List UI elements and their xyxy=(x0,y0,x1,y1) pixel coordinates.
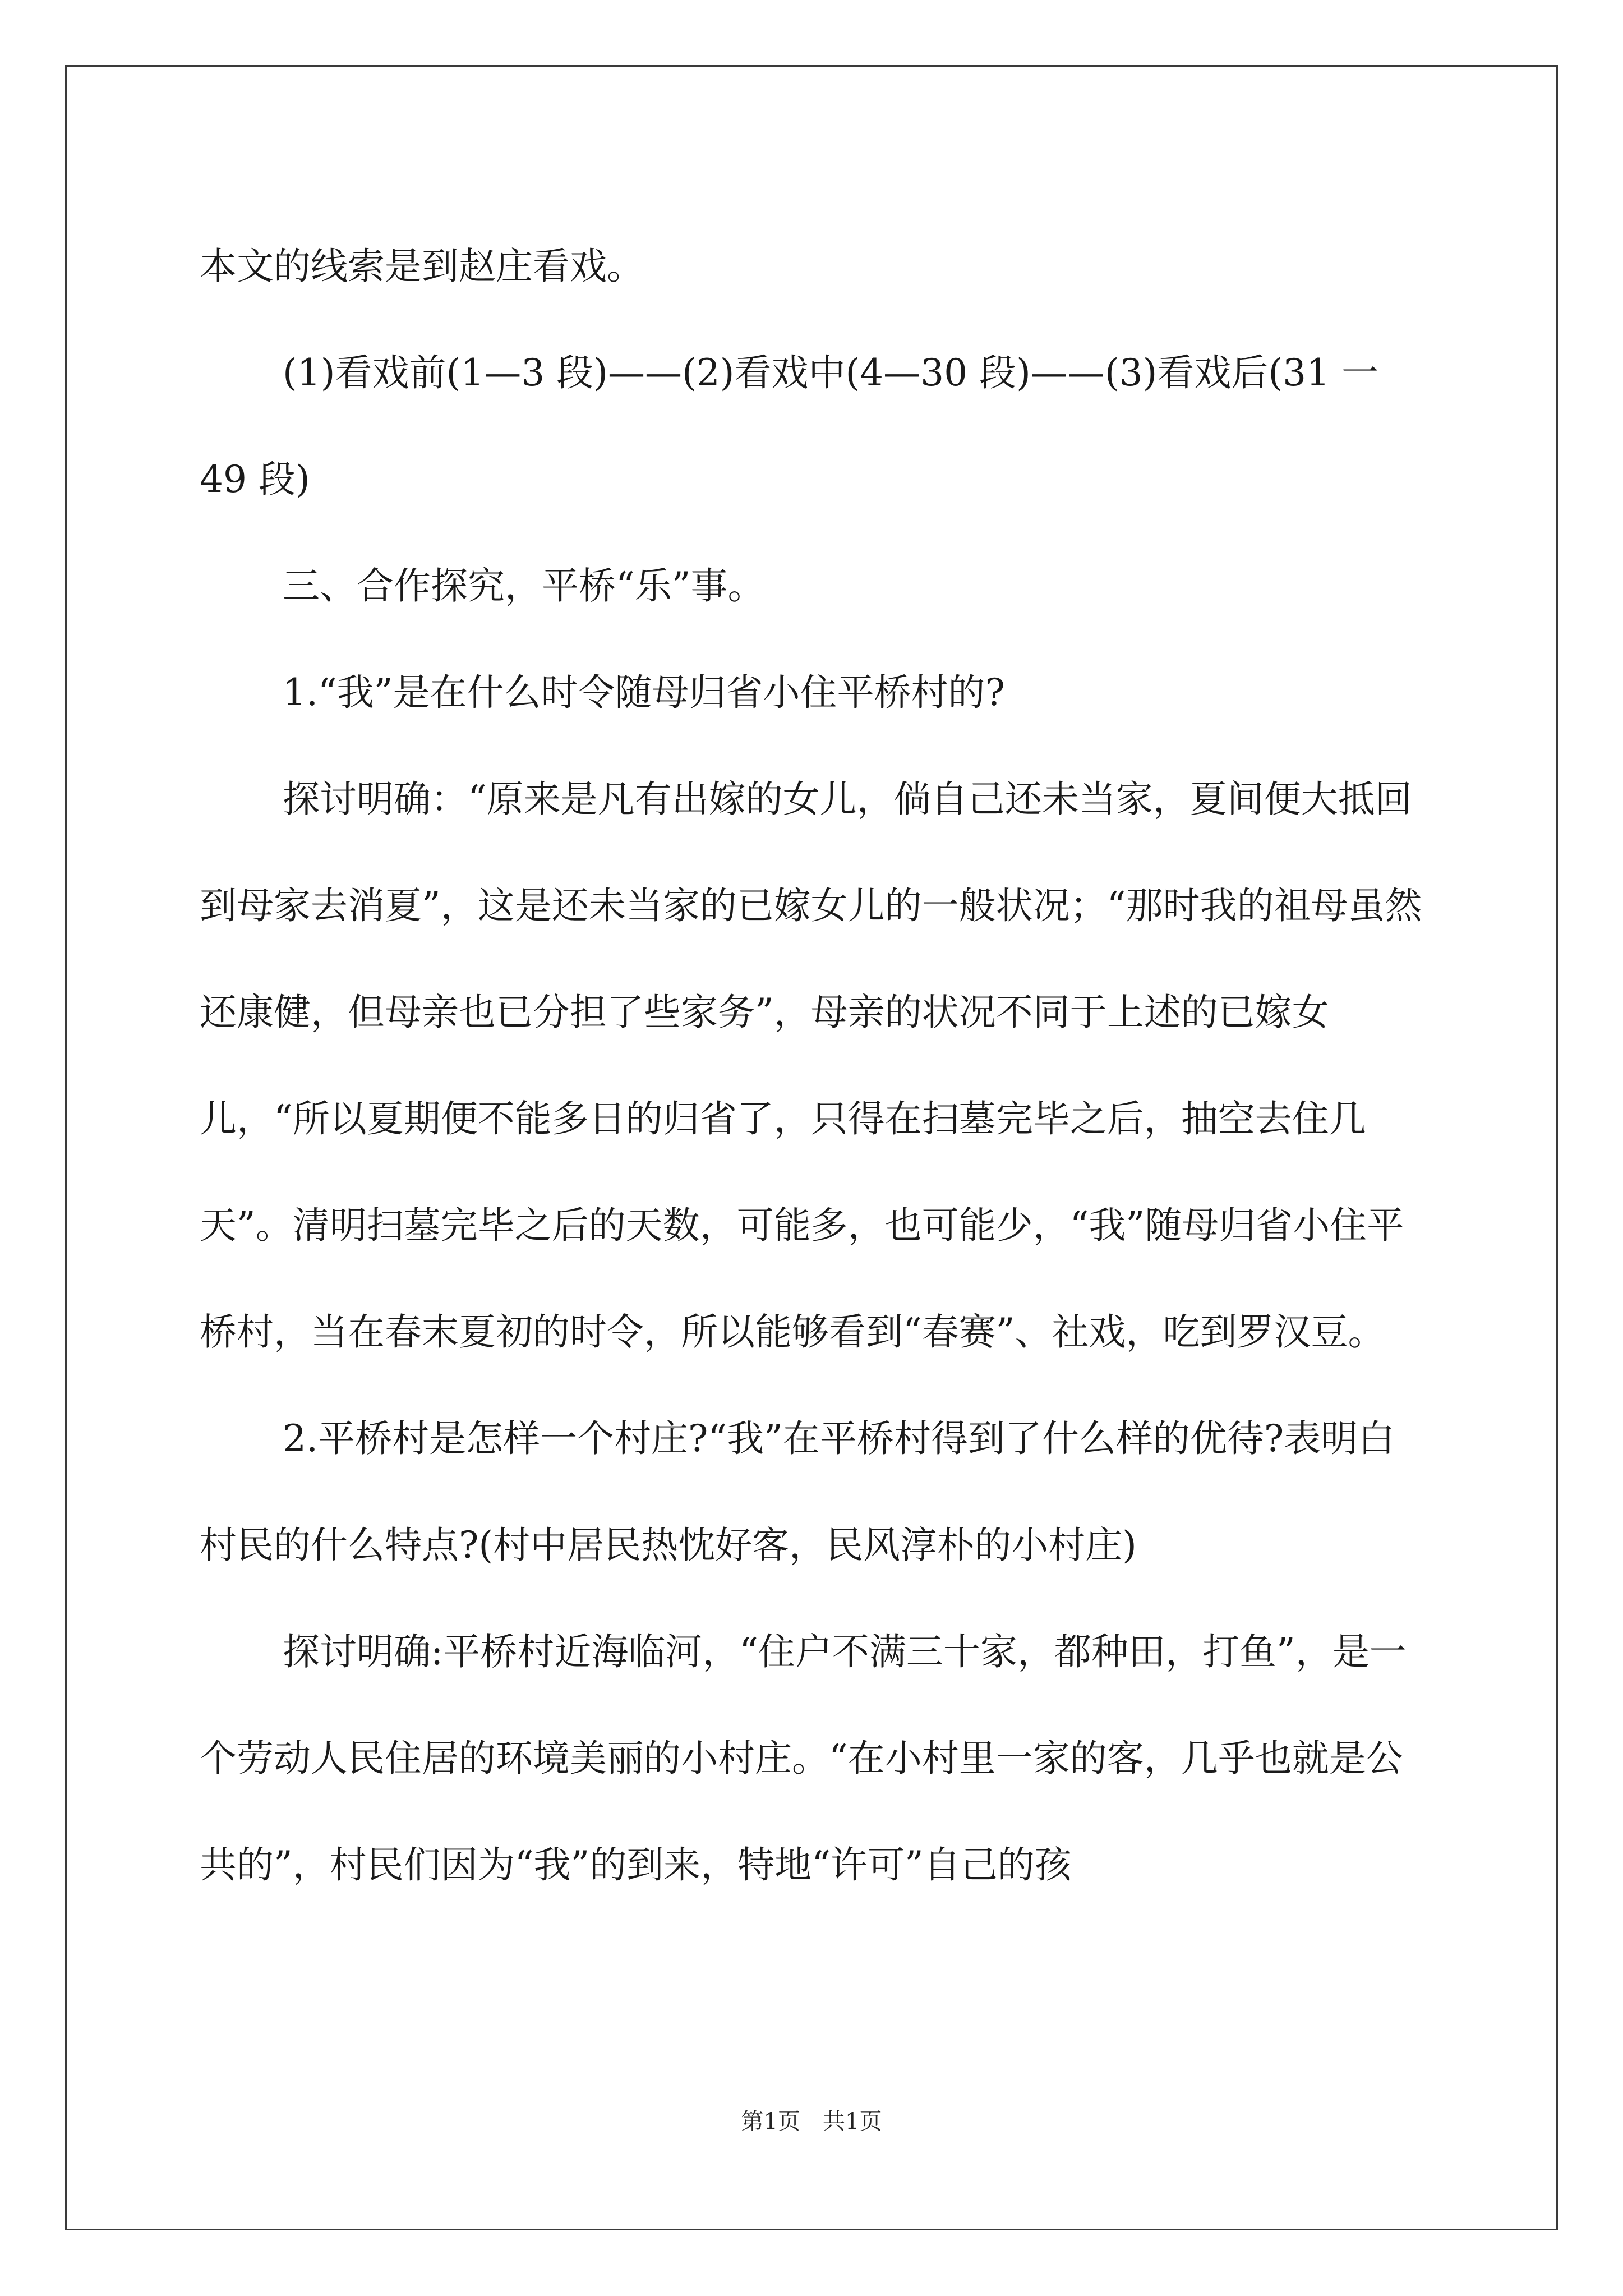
section-heading: 三、合作探究，平桥“乐”事。 xyxy=(283,564,765,608)
question-1: 1.“我”是在什么时令随母归省小住平桥村的? xyxy=(283,671,1005,714)
document-body xyxy=(200,213,1428,1918)
answer-1: 探讨明确：“原来是凡有出嫁的女儿，倘自己还未当家，夏间便大抵回到母家去消夏”，这是还未当家的已嫁女儿的一般状况；“那时我的祖母虽然还康健，但母亲也已分担了些家务”，母亲的状况不同于上述的已嫁女儿，“所以夏期便不能多日的归省了，只得在扫墓完毕之后，抽空去住几天”。清明扫墓完毕之后的天数，可能多，也可能少，“我”随母归省小住平桥村，当在春末夏初的时令，所以能够看到“春赛”、社戏，吃到罗汉豆。 xyxy=(200,777,1422,1354)
question-2: 2.平桥村是怎样一个村庄?“我”在平桥村得到了什么样的优待?表明白村民的什么特点?(村中居民热忱好客，民风淳朴的小村庄) xyxy=(200,1417,1395,1567)
answer-2: 探讨明确:平桥村近海临河，“住户不满三十家，都种田，打鱼”，是一个劳动人民住居的环境美丽的小村庄。“在小村里一家的客，几乎也就是公共的”，村民们因为“我”的到来，特地“许可”自己的孩 xyxy=(200,1630,1407,1887)
page-footer: 第1页 共1页 xyxy=(741,2109,882,2134)
paragraph-clue: 本文的线索是到赵庄看戏。 xyxy=(200,245,644,288)
paragraph-structure: (1)看戏前(1—3 段)——(2)看戏中(4—30 段)——(3)看戏后(31 一 49 段) xyxy=(200,351,1379,501)
